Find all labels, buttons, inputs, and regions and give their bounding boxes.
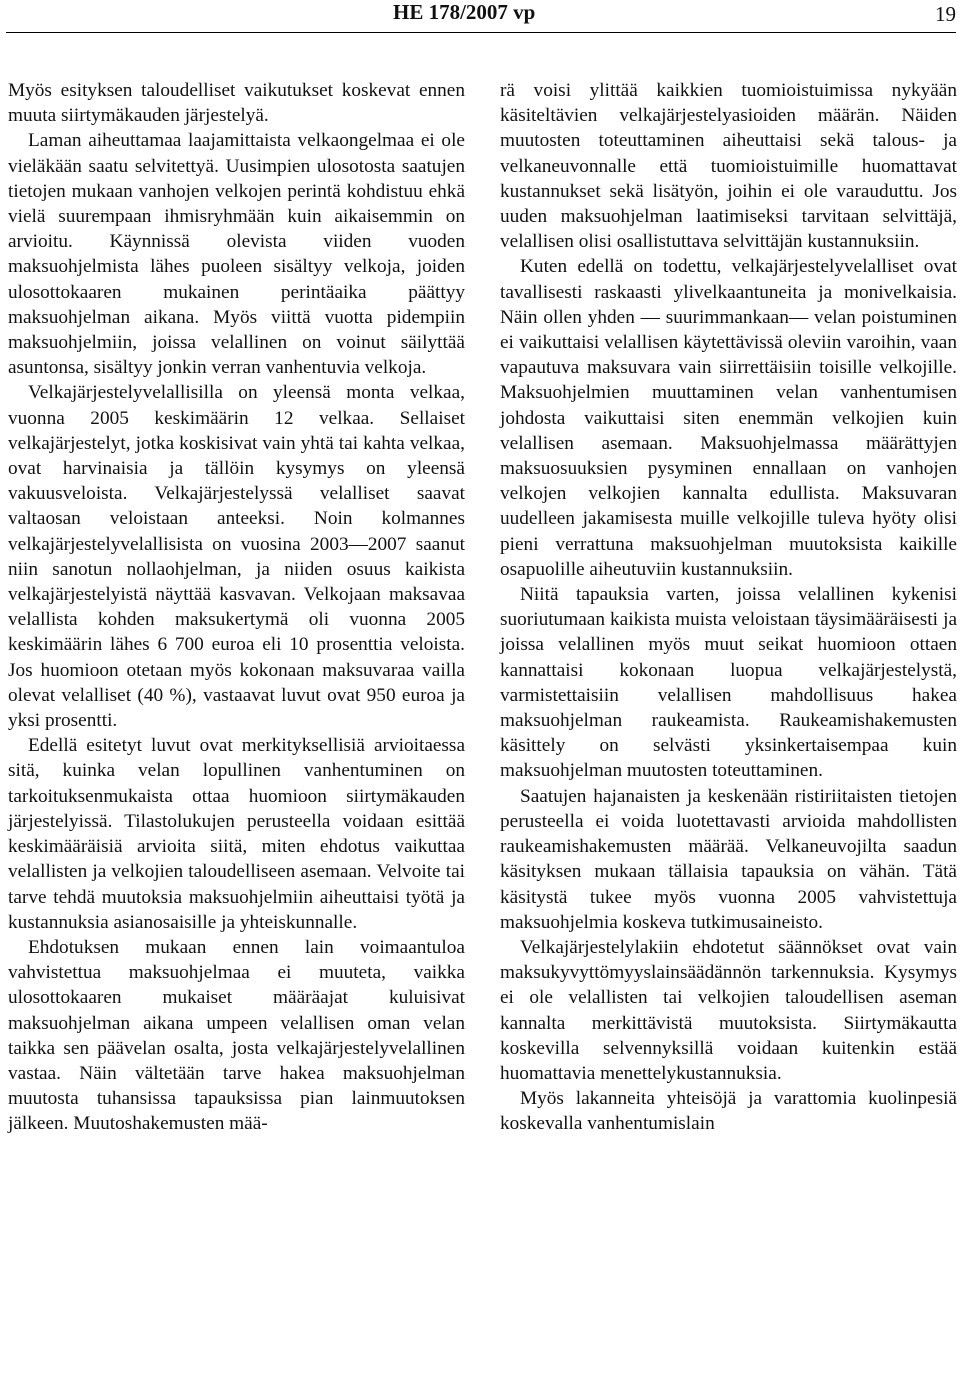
paragraph: Velkajärjestelylakiin ehdotetut säännökset ovat vain maksukyvyttömyyslainsäädännön tarkennuksia. Kysymys ei ole velallisten tai velkojien taloudellisen aseman kannalta merkittävistä muutoksista. Siirtymäkautta koskevilla selvennyksillä voidaan kuitenkin estää huomattavia menettelykustannuksia. [500,936,957,1084]
paragraph: Velkajärjestelyvelallisilla on yleensä monta velkaa, vuonna 2005 keskimäärin 12 velkaa. Sellaiset velkajärjestelyt, jotka koskisivat vain yhtä tai kahta velkaa, ovat harvinaisia ja tällöin kysymys on yleensä vakuusveloista. Velkajärjestelyssä velalliset saavat valtaosan veloistaan anteeksi. Noin kolmannes velkajärjestelyvelallisista on vuosina 2003—2007 saanut niin sanotun nollaohjelman, ja niiden osuus kaikista velkajärjestelyistä näyttää kasvavan. Velkojaan maksavaa velallista kohden maksukertymä oli vuonna 2005 keskimäärin lähes 6 700 euroa eli 10 prosenttia veloista. Jos huomioon otetaan myös kokonaan maksuvaraa vailla olevat velalliset (40 %), vastaavat luvut ovat 950 euroa ja yksi prosentti. [8,382,465,732]
paragraph: Niitä tapauksia varten, joissa velallinen kykenisi suoriutumaan kaikista muista veloistaan täysimääräisesti ja joissa velallinen myös muut seikat huomioon ottaen kannattaisi kokonaan luopua velkajärjestelystä, varmistettaisiin velallisen mahdollisuus hakea maksuohjelman raukeamista. Raukeamishakemusten käsittely on selvästi yksinkertaisempaa kuin maksuohjelman muutosten toteuttaminen. [500,584,957,782]
document-id: HE 178/2007 vp [393,0,536,24]
paragraph: Myös esityksen taloudelliset vaikutukset koskevat ennen muuta siirtymäkauden järjestelyä. [8,80,465,127]
left-column [8,78,465,1137]
right-column [500,78,957,1137]
paragraph: Kuten edellä on todettu, velkajärjestelyvelalliset ovat tavallisesti raskaasti ylivelkaantuneita ja monivelkaisia. Näin ollen yhden — suurimmankaan— velan poistuminen ei vaikuttaisi velallisen käytettävissä oleviin varoihin, vaan vapautuva maksuvara vain siirrettäisiin toisille velkojille. Maksuohjelmien muuttaminen velan vanhentumisen johdosta vaikuttaisi siten enemmän velkojien kuin velallisen asemaan. Maksuohjelmassa määrättyjen maksuosuuksien pysyminen ennallaan on vanhojen velkojen velkojien kannalta edullista. Maksuvaran uudelleen jakamisesta muille velkojille tuleva hyöty olisi pieni verrattuna maksuohjelman muutoksista kaikille osapuolille aiheutuviin kustannuksiin. [500,256,957,580]
paragraph: rä voisi ylittää kaikkien tuomioistuimissa nykyään käsiteltävien velkajärjestelyasioiden määrän. Näiden muutosten toteuttaminen aiheuttaisi sekä talous- ja velkaneuvonnalle että tuomioistuimille huomattavat kustannukset sekä lisätyön, joihin ei ole varauduttu. Jos uuden maksuohjelman laatimiseksi tarvitaan selvittäjä, velallisen olisi osallistuttava selvittäjän kustannuksiin. [500,80,957,253]
paragraph: Saatujen hajanaisten ja keskenään ristiriitaisten tietojen perusteella ei voida luotettavasti arvioida mahdollisten raukeamishakemusten määrää. Velkaneuvojilta saadun käsityksen mukaan tällaisia tapauksia on vähän. Tätä käsitystä tukee myös vuonna 2005 vahvistettuja maksuohjelmia koskeva tutkimusaineisto. [500,785,957,933]
paragraph: Ehdotuksen mukaan ennen lain voimaantuloa vahvistettua maksuohjelmaa ei muuteta, vaikka ulosottokaaren mukaiset määräajat kuluisivat maksuohjelman aikana umpeen velallisen oman velan taikka sen päävelan osalta, josta velkajärjestelyvelallinen vastaa. Näin vältetään tarve hakea maksuohjelman muutosta tuhansissa tapauksissa pian lainmuutoksen jälkeen. Muutoshakemusten mää- [8,936,465,1135]
page-header [0,0,960,34]
header-rule [6,32,956,33]
paragraph: Edellä esitetyt luvut ovat merkityksellisiä arvioitaessa sitä, kuinka velan lopullinen vanhentuminen on tarkoituksenmukaista ottaa huomioon siirtymäkauden järjestelyissä. Tilastolukujen perusteella voidaan esittää keskimääräisiä arvioita siitä, miten ehdotus vaikuttaa velallisten ja velkojien taloudelliseen asemaan. Velvoite tai tarve tehdä muutoksia maksuohjelmiin aiheuttaisi työtä ja kustannuksia asianosaisille ja yhteiskunnalle. [8,735,465,933]
paragraph: Laman aiheuttamaa laajamittaista velkaongelmaa ei ole vieläkään saatu selvitettyä. Uusimpien ulosotosta saatujen tietojen mukaan vanhojen velkojen perintä kohdistuu ehkä vielä suurempaan ihmisryhmään kuin aikaisemmin on arvioitu. Käynnissä olevista viiden vuoden maksuohjelmista lähes puoleen sisältyy velkoja, joiden ulosottokaaren mukainen perintäaika päättyy maksuohjelman aikana. Myös viittä vuotta pidempiin maksuohjelmiin, joissa velallinen on voinut säilyttää asuntonsa, sisältyy jonkin verran vanhentuvia velkoja. [8,130,465,379]
page-number: 19 [935,2,956,26]
paragraph: Myös lakanneita yhteisöjä ja varattomia kuolinpesiä koskevalla vanhentumislain [500,1088,957,1135]
